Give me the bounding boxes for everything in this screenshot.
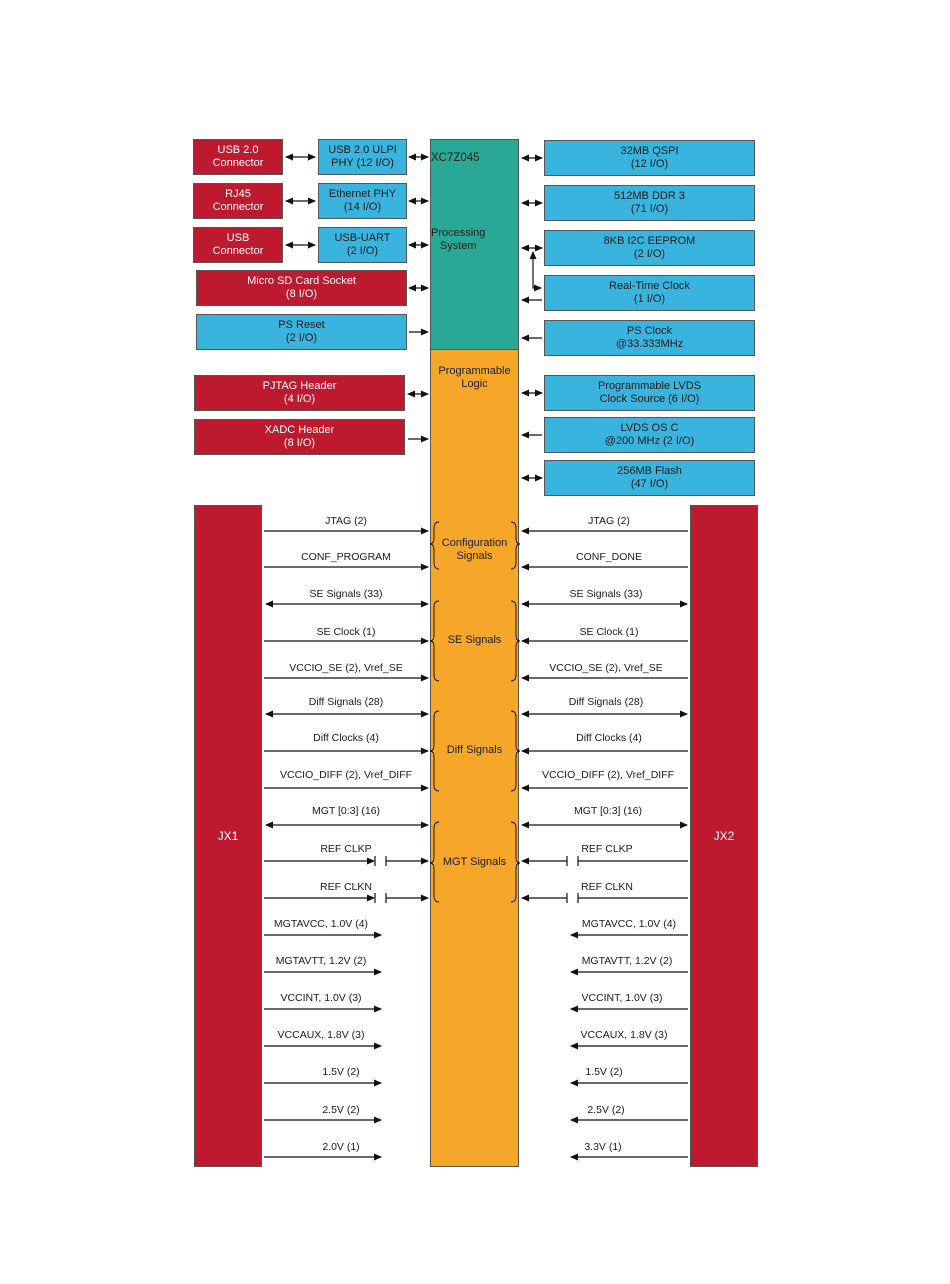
brace-right-diff bbox=[511, 711, 520, 791]
jx2-signal-label: MGTAVCC, 1.0V (4) bbox=[581, 918, 677, 930]
usb-uart-block: USB-UART (2 I/O) bbox=[318, 227, 407, 263]
ddr3-block: 512MB DDR 3 (71 I/O) bbox=[544, 185, 755, 221]
jx2-signal-label: Diff Signals (28) bbox=[568, 696, 644, 708]
brace-left-config bbox=[430, 522, 439, 569]
jx2-signal-label: VCCIO_SE (2), Vref_SE bbox=[549, 662, 663, 674]
jx2-signal-label: 3.3V (1) bbox=[584, 1141, 622, 1153]
ethernet-phy-block: Ethernet PHY (14 I/O) bbox=[318, 183, 407, 219]
jx1-signal-label: MGTAVCC, 1.0V (4) bbox=[273, 918, 369, 930]
jx1-connector: JX1 bbox=[194, 505, 262, 1167]
jx1-signal-label: VCCIO_DIFF (2), Vref_DIFF bbox=[279, 769, 413, 781]
usb2-ulpi-phy-block: USB 2.0 ULPI PHY (12 I/O) bbox=[318, 139, 407, 175]
jx1-signal-label: MGT [0:3] (16) bbox=[311, 805, 381, 817]
rj45-connector-block: RJ45 Connector bbox=[193, 183, 283, 219]
pjtag-header-block: PJTAG Header (4 I/O) bbox=[194, 375, 405, 411]
jx1-signal-label: REF CLKP bbox=[320, 843, 372, 855]
configuration-signals-label: Configuration Signals bbox=[441, 537, 508, 562]
mgt-signals-label: MGT Signals bbox=[442, 856, 507, 868]
processing-system-label: Processing System bbox=[431, 227, 486, 252]
brace-left-diff bbox=[430, 711, 439, 791]
diff-signals-label: Diff Signals bbox=[446, 744, 503, 756]
jx1-signal-label: CONF_PROGRAM bbox=[301, 551, 391, 563]
jx1-signal-label: VCCIO_SE (2), Vref_SE bbox=[289, 662, 403, 674]
lvds-clock-source-block: Programmable LVDS Clock Source (6 I/O) bbox=[544, 375, 755, 411]
jx2-signal-label: SE Clock (1) bbox=[579, 626, 639, 638]
jx1-signal-label: 2.0V (1) bbox=[322, 1141, 360, 1153]
jx1-signal-label: Diff Clocks (4) bbox=[313, 732, 379, 744]
jx2-signal-label: VCCAUX, 1.8V (3) bbox=[580, 1029, 668, 1041]
jx2-signal-label: MGTAVTT, 1.2V (2) bbox=[581, 955, 673, 967]
jx1-signal-label: 1.5V (2) bbox=[322, 1066, 360, 1078]
rtc-block: Real-Time Clock (1 I/O) bbox=[544, 275, 755, 311]
jx2-signal-label: REF CLKN bbox=[581, 881, 633, 893]
jx2-signal-label: 2.5V (2) bbox=[587, 1104, 625, 1116]
jx2-signal-label: MGT [0:3] (16) bbox=[573, 805, 643, 817]
usb-connector-block: USB Connector bbox=[193, 227, 283, 263]
se-signals-label: SE Signals bbox=[447, 634, 502, 646]
jx2-signal-label: VCCIO_DIFF (2), Vref_DIFF bbox=[541, 769, 675, 781]
brace-left-se bbox=[430, 601, 439, 681]
jx1-signal-label: JTAG (2) bbox=[325, 515, 367, 527]
wire bbox=[533, 252, 541, 288]
eeprom-block: 8KB I2C EEPROM (2 I/O) bbox=[544, 230, 755, 266]
jx2-signal-label: REF CLKP bbox=[581, 843, 633, 855]
ps-reset-block: PS Reset (2 I/O) bbox=[196, 314, 407, 350]
ps-clock-block: PS Clock @33.333MHz bbox=[544, 320, 755, 356]
jx2-signal-label: JTAG (2) bbox=[588, 515, 630, 527]
jx1-signal-label: SE Signals (33) bbox=[309, 588, 383, 600]
lvds-osc-block: LVDS OS C @200 MHz (2 I/O) bbox=[544, 417, 755, 453]
programmable-logic-label: Programmable Logic bbox=[438, 365, 511, 390]
micro-sd-socket-block: Micro SD Card Socket (8 I/O) bbox=[196, 270, 407, 306]
jx1-signal-label: Diff Signals (28) bbox=[308, 696, 384, 708]
jx2-signal-label: 1.5V (2) bbox=[585, 1066, 623, 1078]
brace-right-config bbox=[511, 522, 520, 569]
jx2-signal-label: CONF_DONE bbox=[576, 551, 642, 563]
brace-right-se bbox=[511, 601, 520, 681]
chip-label: XC7Z045 bbox=[431, 152, 480, 164]
jx2-connector: JX2 bbox=[690, 505, 758, 1167]
qspi-block: 32MB QSPI (12 I/O) bbox=[544, 140, 755, 176]
flash-block: 256MB Flash (47 I/O) bbox=[544, 460, 755, 496]
jx1-signal-label: 2.5V (2) bbox=[322, 1104, 360, 1116]
xadc-header-block: XADC Header (8 I/O) bbox=[194, 419, 405, 455]
jx1-signal-label: REF CLKN bbox=[320, 881, 372, 893]
jx1-signal-label: VCCINT, 1.0V (3) bbox=[280, 992, 362, 1004]
jx1-signal-label: MGTAVTT, 1.2V (2) bbox=[275, 955, 367, 967]
jx2-signal-label: VCCINT, 1.0V (3) bbox=[581, 992, 663, 1004]
jx2-signal-label: SE Signals (33) bbox=[569, 588, 643, 600]
brace-right-mgt bbox=[511, 822, 520, 902]
usb2-connector-block: USB 2.0 Connector bbox=[193, 139, 283, 175]
jx1-signal-label: SE Clock (1) bbox=[316, 626, 376, 638]
brace-left-mgt bbox=[430, 822, 439, 902]
jx2-signal-label: Diff Clocks (4) bbox=[576, 732, 642, 744]
jx1-signal-label: VCCAUX, 1.8V (3) bbox=[277, 1029, 365, 1041]
